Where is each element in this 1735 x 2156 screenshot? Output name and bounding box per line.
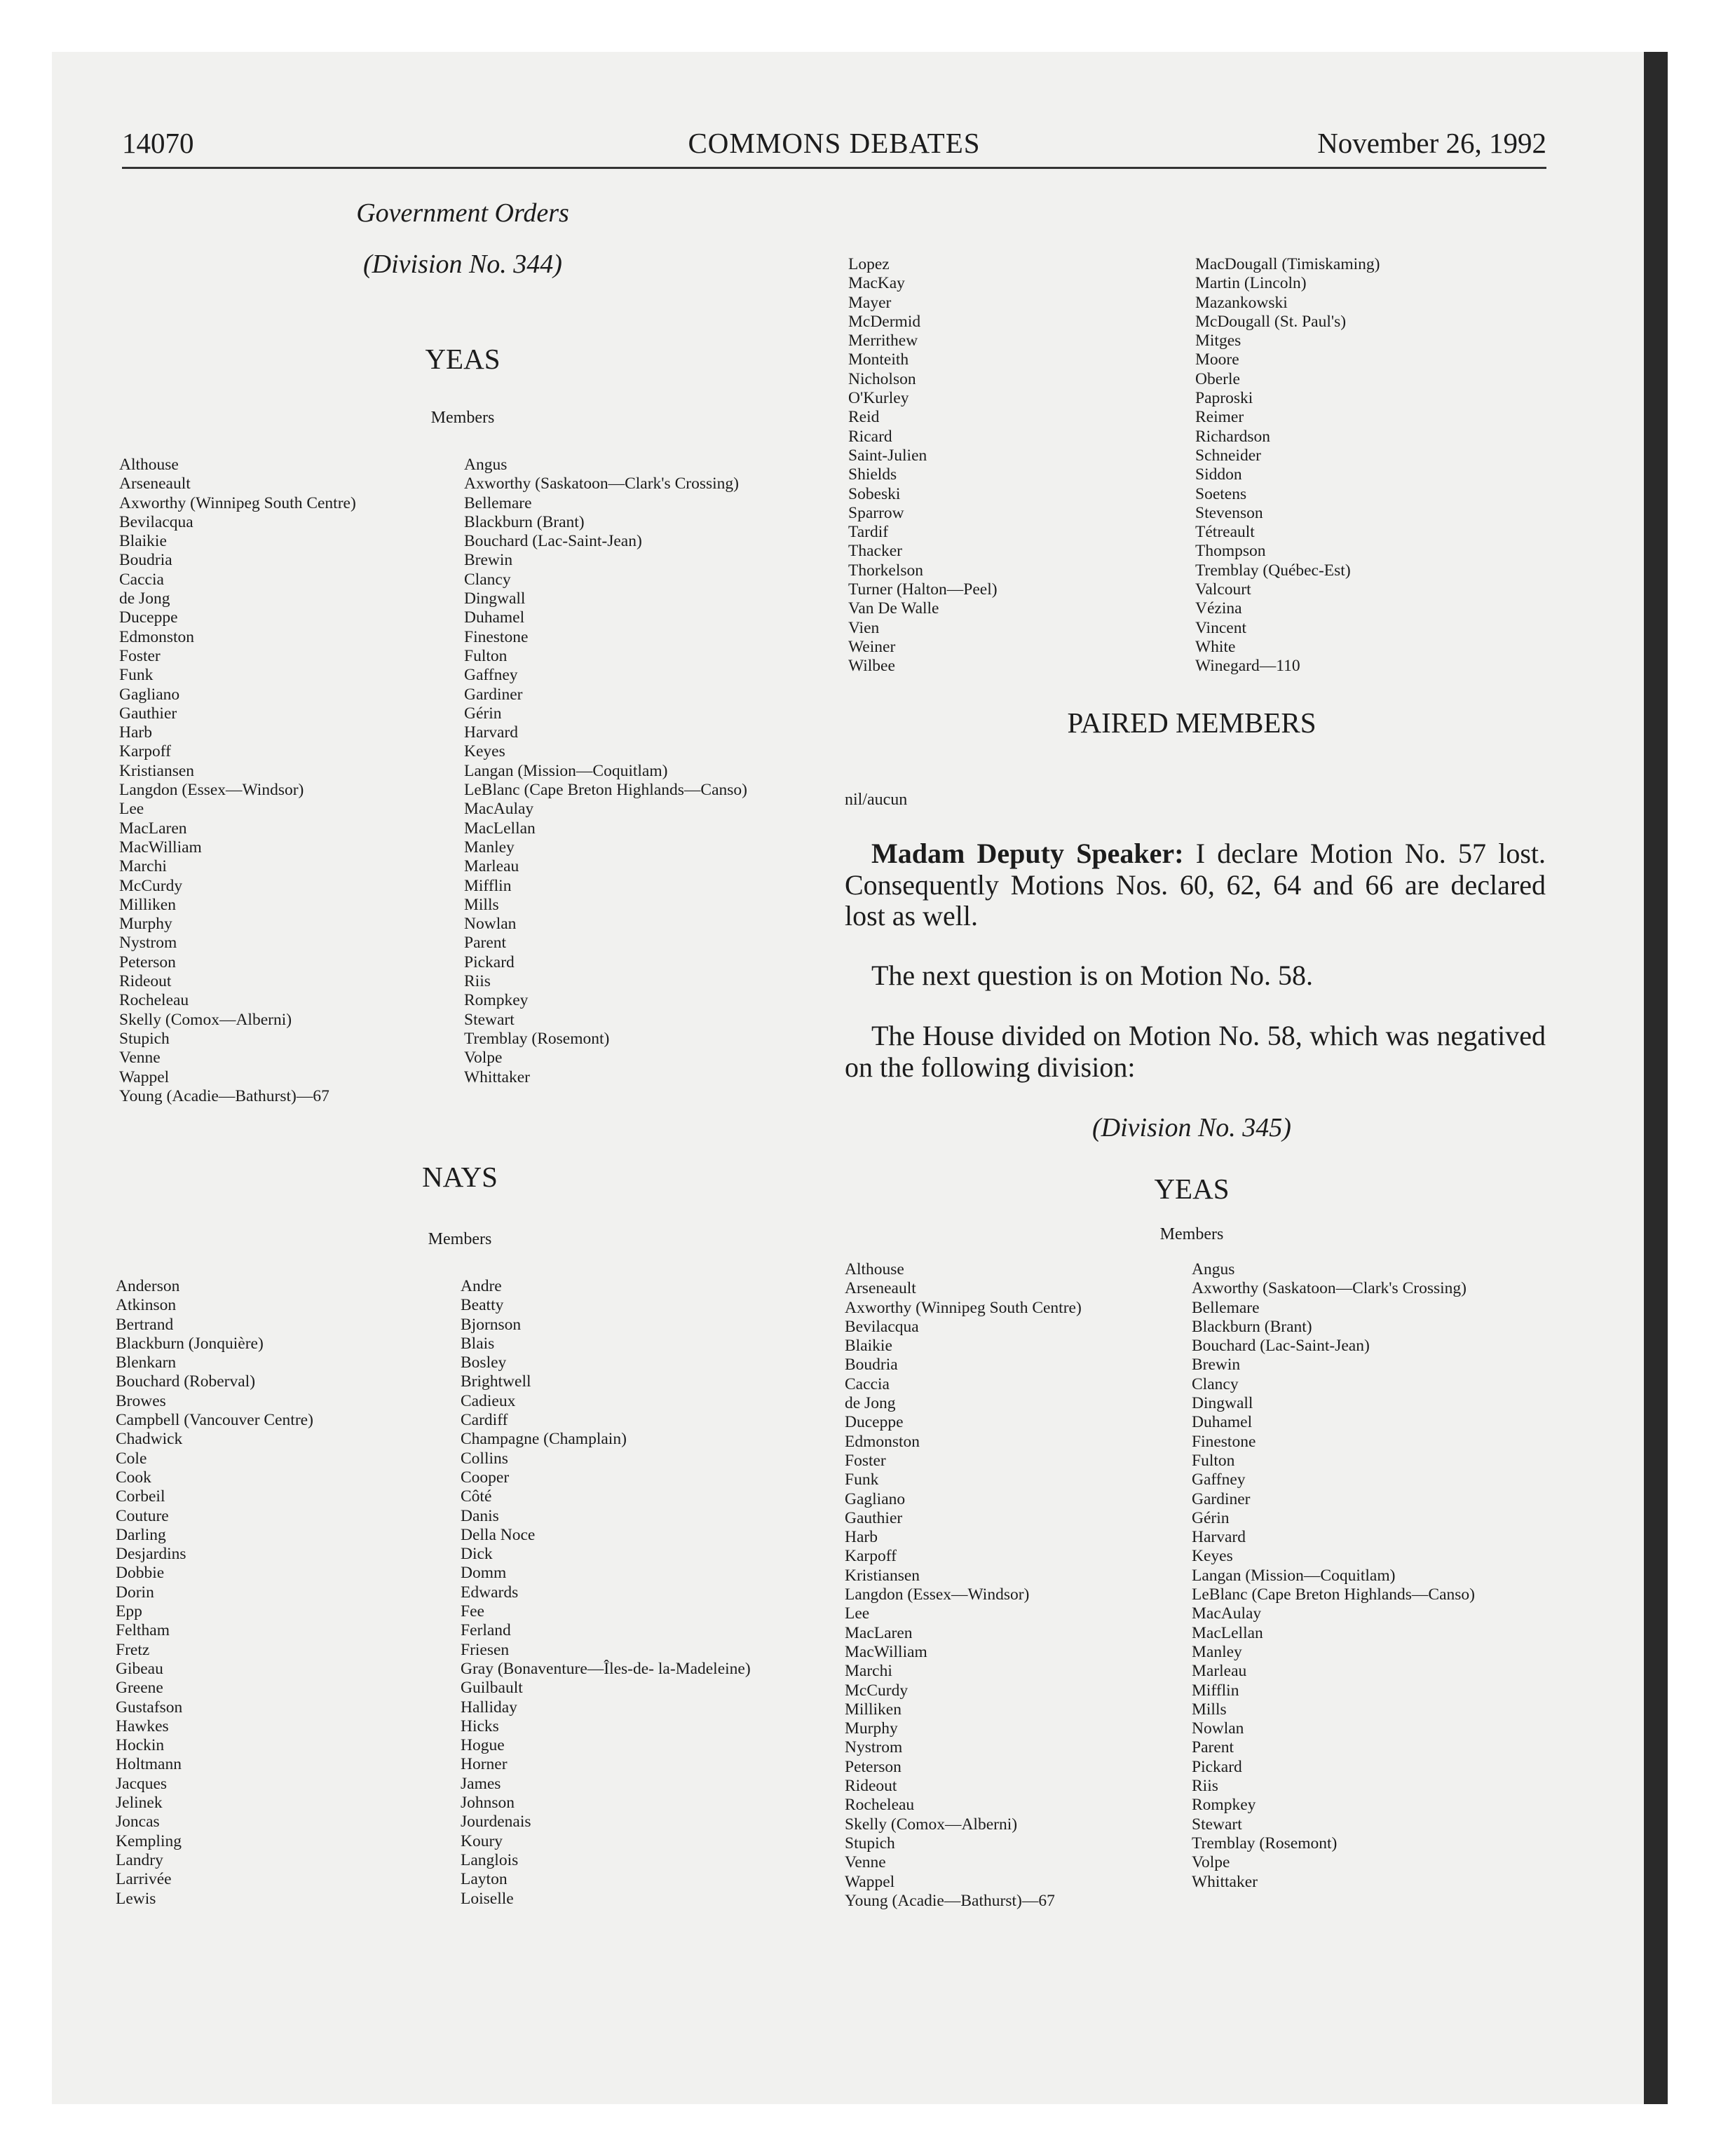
member-name: Winegard—110 [1195,657,1300,676]
member-name: Angus [464,456,508,474]
member-name: Althouse [845,1260,904,1278]
member-name: Ferland [461,1621,511,1640]
member-name: Parent [1192,1738,1234,1757]
member-name: Stevenson [1195,503,1263,522]
member-name: Peterson [845,1757,901,1776]
member-name: Harvard [1192,1528,1246,1547]
member-name: Mitges [1195,332,1241,350]
member-name: Foster [119,646,161,665]
member-name: Lopez [848,255,890,273]
member-name: Koury [461,1831,503,1850]
member-name: Shields [848,465,897,484]
paired-members-heading: PAIRED MEMBERS [1067,707,1316,739]
member-name: Turner (Halton—Peel) [848,580,998,599]
member-name: Harb [845,1528,878,1547]
member-name: Mazankowski [1195,293,1288,312]
member-name: O'Kurley [848,389,909,408]
member-name: Milliken [119,895,176,914]
member-name: Jacques [116,1774,168,1793]
member-name: Browes [116,1391,166,1410]
speaker-statement: I declare Motion No. 57 lost. Consequently Motions Nos. 60, 62, 64 and 66 are declared lost as well. [845,838,1546,932]
member-name: Fee [461,1602,484,1621]
section-title: Government Orders [356,198,569,228]
member-name: LeBlanc (Cape Breton Highlands—Canso) [464,781,747,800]
member-name: Angus [1192,1260,1235,1278]
member-name: Gardiner [464,685,523,704]
member-name: Sobeski [848,484,901,503]
member-name: Nicholson [848,369,916,388]
member-name: Darling [116,1525,166,1544]
member-name: Duhamel [464,608,525,627]
member-name: MacLellan [1192,1623,1263,1642]
member-name: Domm [461,1564,507,1583]
member-name: Lee [119,800,144,819]
member-name: MacWilliam [119,838,202,857]
member-name: Brewin [464,551,513,570]
member-name: Blackburn (Jonquière) [116,1334,264,1353]
member-name: Boudria [119,551,172,570]
member-name: Nystrom [119,934,177,953]
member-name: Blaikie [119,532,167,551]
member-name: Dorin [116,1583,154,1602]
member-name: Lewis [116,1889,156,1908]
member-name: MacAulay [464,800,534,819]
member-name: Marleau [464,857,519,876]
member-name: Campbell (Vancouver Centre) [116,1411,313,1430]
member-name: Jelinek [116,1794,163,1813]
member-name: Joncas [116,1813,160,1831]
member-name: Gustafson [116,1698,183,1717]
member-name: McCurdy [119,876,183,895]
member-name: Tremblay (Rosemont) [464,1029,610,1048]
member-name: Volpe [1192,1853,1230,1872]
member-name: Champagne (Champlain) [461,1430,627,1449]
member-name: Côté [461,1487,492,1506]
member-name: Blenkarn [116,1353,177,1372]
member-name: Murphy [845,1719,898,1738]
member-name: Langdon (Essex—Windsor) [845,1585,1030,1604]
member-name: Thorkelson [848,561,924,580]
member-name: Della Noce [461,1525,536,1544]
member-name: Gaffney [1192,1471,1246,1489]
member-name: McDermid [848,312,921,331]
member-name: Axworthy (Winnipeg South Centre) [845,1298,1082,1317]
member-name: Johnson [461,1794,515,1813]
member-name: Riis [1192,1777,1218,1796]
member-name: Harvard [464,723,518,742]
member-name: Gardiner [1192,1489,1251,1508]
member-name: Gérin [1192,1508,1230,1527]
member-name: Arseneault [119,475,191,493]
member-name: Bevilacqua [845,1317,919,1336]
division-344-yeas-column-2 [464,456,747,1087]
member-name: Mills [464,895,499,914]
member-name: Dingwall [464,589,526,608]
member-name: Epp [116,1602,142,1621]
member-name: MacLaren [845,1623,913,1642]
member-name: Fretz [116,1640,150,1659]
member-name: Cardiff [461,1411,508,1430]
member-name: Duceppe [845,1413,904,1432]
member-name: Tétreault [1195,523,1255,542]
member-name: Brewin [1192,1356,1241,1374]
member-name: Merrithew [848,332,918,350]
member-name: Thompson [1195,542,1266,561]
speaker-paragraph [845,838,1546,932]
member-name: Vézina [1195,599,1242,618]
member-name: Parent [464,934,507,953]
member-name: Bellemare [1192,1298,1260,1317]
member-name: Pickard [464,953,515,971]
member-name: White [1195,637,1236,656]
member-name: Langdon (Essex—Windsor) [119,781,304,800]
member-name: Young (Acadie—Bathurst)—67 [119,1086,329,1105]
member-name: Tremblay (Québec-Est) [1195,561,1351,580]
division-344-yeas-heading: YEAS [425,343,501,375]
member-name: Mifflin [1192,1681,1239,1700]
member-name: Caccia [845,1374,890,1393]
page-date: November 26, 1992 [1317,127,1546,159]
member-name: Marchi [119,857,167,876]
member-name: Ricard [848,427,892,446]
member-name: Nowlan [464,915,517,934]
member-name: Hogue [461,1736,505,1755]
member-name: Duhamel [1192,1413,1253,1432]
member-name: Fulton [1192,1451,1235,1470]
member-name: Gaffney [464,666,518,685]
member-name: Edmonston [119,627,195,646]
division-344-nays-heading: NAYS [422,1161,498,1193]
member-name: Cooper [461,1468,510,1487]
member-name: Bouchard (Lac-Saint-Jean) [1192,1337,1370,1356]
member-name: Bjornson [461,1315,522,1334]
member-name: Rideout [119,972,172,991]
member-name: Volpe [464,1049,503,1067]
division-345-title: (Division No. 345) [1092,1113,1291,1142]
member-name: Holtmann [116,1755,182,1774]
member-name: Blackburn (Brant) [464,512,585,531]
member-name: Mayer [848,293,892,312]
member-name: Blais [461,1334,495,1353]
member-name: Murphy [119,915,172,934]
member-name: Keyes [1192,1547,1233,1566]
member-name: Weiner [848,637,896,656]
division-344-nays-column-1 [116,1277,313,1909]
member-name: Vincent [1195,618,1246,637]
member-name: Halliday [461,1698,517,1717]
member-name: Wappel [119,1067,170,1086]
page-header [122,126,1546,169]
division-344-title: (Division No. 344) [363,250,562,279]
member-name: de Jong [119,589,170,608]
member-name: Kristiansen [119,761,195,780]
member-name: Feltham [116,1621,170,1640]
member-name: Whittaker [1192,1872,1258,1891]
member-name: Soetens [1195,484,1247,503]
member-name: Skelly (Comox—Alberni) [119,1010,292,1029]
member-name: James [461,1774,501,1793]
member-name: Andre [461,1277,502,1295]
member-name: Gibeau [116,1659,163,1678]
member-name: Stupich [119,1029,170,1048]
member-name: Greene [116,1679,163,1698]
member-name: Milliken [845,1700,901,1719]
member-name: Young (Acadie—Bathurst)—67 [845,1891,1055,1910]
member-name: Peterson [119,953,176,971]
member-name: Langan (Mission—Coquitlam) [464,761,668,780]
member-name: Layton [461,1870,508,1889]
member-name: Edwards [461,1583,519,1602]
division-344-nays-members-label: Members [428,1230,492,1248]
member-name: Schneider [1195,446,1261,465]
member-name: MacWilliam [845,1642,927,1661]
member-name: Stewart [464,1010,515,1029]
division-345-yeas-heading: YEAS [1154,1173,1230,1205]
member-name: Richardson [1195,427,1271,446]
member-name: Paproski [1195,389,1253,408]
member-name: Rocheleau [119,991,189,1010]
member-name: Loiselle [461,1889,514,1908]
member-name: Whittaker [464,1067,530,1086]
member-name: Friesen [461,1640,510,1659]
member-name: Keyes [464,742,505,761]
member-name: Edmonston [845,1432,920,1451]
member-name: Pickard [1192,1757,1242,1776]
page-number: 14070 [122,127,194,159]
publication-title: COMMONS DEBATES [688,127,981,159]
member-name: Karpoff [119,742,171,761]
member-name: Reid [848,408,880,427]
member-name: Cadieux [461,1391,516,1410]
member-name: MacDougall (Timiskaming) [1195,255,1380,273]
member-name: Gagliano [119,685,180,704]
member-name: Sparrow [848,503,904,522]
member-name: Arseneault [845,1279,916,1298]
member-name: de Jong [845,1394,896,1413]
member-name: Axworthy (Saskatoon—Clark's Crossing) [464,475,739,493]
member-name: Beatty [461,1296,504,1315]
member-name: Dick [461,1545,493,1564]
member-name: Bosley [461,1353,507,1372]
member-name: Blackburn (Brant) [1192,1317,1312,1336]
member-name: Gauthier [845,1508,903,1527]
member-name: Bouchard (Lac-Saint-Jean) [464,532,642,551]
division-345-yeas-column-1 [845,1260,1082,1911]
member-name: Gray (Bonaventure—Îles-de- la-Madeleine) [461,1659,751,1678]
member-name: Jourdenais [461,1813,531,1831]
member-name: Atkinson [116,1296,177,1315]
member-name: Anderson [116,1277,180,1295]
member-name: Venne [119,1049,161,1067]
member-name: McCurdy [845,1681,909,1700]
member-name: Harb [119,723,152,742]
member-name: Mills [1192,1700,1227,1719]
member-name: Finestone [1192,1432,1256,1451]
member-name: Couture [116,1506,169,1525]
member-name: Stewart [1192,1815,1242,1834]
member-name: Hawkes [116,1717,169,1735]
member-name: Bevilacqua [119,512,193,531]
member-name: Marleau [1192,1662,1247,1681]
member-name: Saint-Julien [848,446,927,465]
member-name: Horner [461,1755,508,1774]
member-name: Guilbault [461,1679,523,1698]
division-344-yeas-column-1 [119,456,356,1106]
member-name: Langan (Mission—Coquitlam) [1192,1566,1396,1585]
member-name: Finestone [464,627,529,646]
member-name: Foster [845,1451,886,1470]
member-name: Axworthy (Winnipeg South Centre) [119,493,356,512]
division-344-nays-column-4 [1195,255,1380,676]
member-name: Blaikie [845,1337,892,1356]
member-name: Rocheleau [845,1796,915,1815]
member-name: Desjardins [116,1545,186,1564]
member-name: Funk [845,1471,879,1489]
member-name: McDougall (St. Paul's) [1195,312,1347,331]
member-name: Bouchard (Roberval) [116,1372,256,1391]
member-name: Duceppe [119,608,178,627]
paired-members-text: nil/aucun [845,791,908,809]
member-name: Danis [461,1506,499,1525]
member-name: Gauthier [119,704,177,723]
member-name: Thacker [848,542,902,561]
member-name: Hockin [116,1736,165,1755]
member-name: MacLellan [464,819,536,838]
member-name: Martin (Lincoln) [1195,274,1307,293]
member-name: Monteith [848,350,909,369]
member-name: Rompkey [464,991,529,1010]
division-344-yeas-members-label: Members [430,409,495,427]
member-name: Lee [845,1604,870,1623]
member-name: Rompkey [1192,1796,1256,1815]
member-name: Stupich [845,1834,895,1853]
member-name: Collins [461,1449,508,1468]
member-name: Brightwell [461,1372,531,1391]
member-name: Mifflin [464,876,512,895]
member-name: Moore [1195,350,1239,369]
member-name: Cole [116,1449,147,1468]
next-question-paragraph: The next question is on Motion No. 58. [871,960,1313,991]
member-name: Manley [464,838,515,857]
member-name: Fulton [464,646,508,665]
member-name: Reimer [1195,408,1244,427]
member-name: Landry [116,1850,163,1869]
member-name: Caccia [119,570,164,589]
member-name: Tardif [848,523,889,542]
division-344-nays-column-3 [848,255,998,676]
member-name: Wappel [845,1872,895,1891]
member-name: Kempling [116,1831,182,1850]
member-name: Langlois [461,1850,519,1869]
member-name: LeBlanc (Cape Breton Highlands—Canso) [1192,1585,1475,1604]
member-name: Venne [845,1853,886,1872]
member-name: Hicks [461,1717,499,1735]
member-name: Althouse [119,456,179,474]
member-name: Bertrand [116,1315,174,1334]
member-name: Nowlan [1192,1719,1244,1738]
member-name: Manley [1192,1642,1242,1661]
member-name: Gagliano [845,1489,906,1508]
member-name: Bellemare [464,493,532,512]
member-name: Dobbie [116,1564,165,1583]
member-name: Riis [464,972,491,991]
member-name: Kristiansen [845,1566,920,1585]
member-name: MacKay [848,274,905,293]
division-344-nays-column-2 [461,1277,751,1909]
member-name: MacAulay [1192,1604,1262,1623]
member-name: MacLaren [119,819,187,838]
member-name: Clancy [464,570,511,589]
member-name: Tremblay (Rosemont) [1192,1834,1338,1853]
member-name: Van De Walle [848,599,939,618]
member-name: Cook [116,1468,151,1487]
member-name: Chadwick [116,1430,183,1449]
member-name: Siddon [1195,465,1242,484]
member-name: Rideout [845,1777,897,1796]
member-name: Marchi [845,1662,892,1681]
member-name: Vien [848,618,880,637]
speaker-name: Madam Deputy Speaker: [871,838,1184,869]
house-divided-paragraph: The House divided on Motion No. 58, which was negatived on the following division: [845,1020,1546,1083]
member-name: Larrivée [116,1870,172,1889]
member-name: Wilbee [848,657,895,676]
scan-edge-shadow [1644,52,1668,2104]
member-name: Valcourt [1195,580,1251,599]
member-name: Clancy [1192,1374,1239,1393]
member-name: Skelly (Comox—Alberni) [845,1815,1018,1834]
member-name: Funk [119,666,154,685]
member-name: Oberle [1195,369,1240,388]
member-name: Gérin [464,704,502,723]
member-name: Dingwall [1192,1394,1253,1413]
member-name: Corbeil [116,1487,165,1506]
member-name: Nystrom [845,1738,903,1757]
division-345-yeas-column-2 [1192,1260,1475,1892]
member-name: Karpoff [845,1547,897,1566]
member-name: Boudria [845,1356,898,1374]
member-name: Axworthy (Saskatoon—Clark's Crossing) [1192,1279,1467,1298]
division-345-yeas-members-label: Members [1159,1225,1224,1243]
